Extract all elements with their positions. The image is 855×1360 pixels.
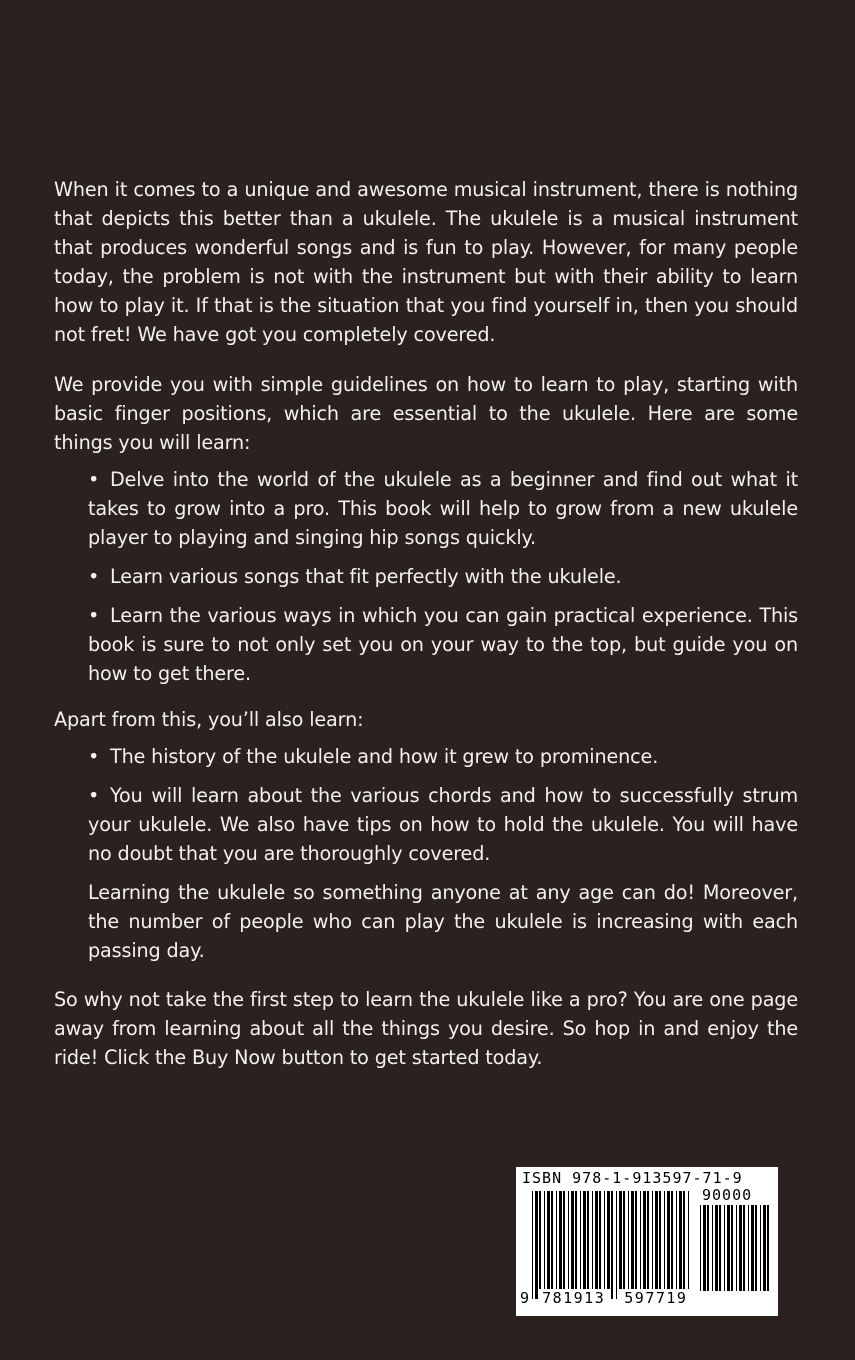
barcode-bar — [739, 1205, 742, 1291]
barcode-bar — [707, 1205, 709, 1291]
barcode-bar — [679, 1191, 682, 1289]
barcode-bar — [712, 1205, 713, 1291]
barcode-bar — [559, 1191, 562, 1289]
barcode-bar — [715, 1205, 718, 1291]
guidelines-paragraph: We provide you with simple guidelines on how to learn to play, starting with basic finger positions, which are essential to the ukulele. Here are some things you will learn: — [54, 373, 798, 454]
learn-list — [88, 465, 798, 688]
bullet-icon: • — [88, 565, 100, 588]
bullet-icon: • — [88, 745, 100, 768]
barcode-bar — [619, 1191, 622, 1289]
barcode-bar — [556, 1191, 557, 1289]
barcode-bar — [616, 1191, 617, 1299]
price-addon-code: 90000 — [702, 1186, 753, 1204]
barcode-bar — [700, 1205, 701, 1291]
list-item: • You will learn about the various chords and how to successfully strum your ukulele. We also have tips on how to hold the ukulele. You will have no doubt that you are thoroughly covered. — [88, 781, 798, 868]
barcode-bar — [688, 1191, 689, 1289]
barcode-bar — [647, 1191, 649, 1289]
barcode-bar — [664, 1191, 665, 1289]
barcode-bar — [635, 1191, 637, 1289]
list-item: • Learn various songs that fit perfectly with the ukulele. — [88, 562, 798, 591]
barcode-bar — [547, 1191, 550, 1289]
addon-barcode-bars — [700, 1205, 772, 1301]
barcode-bar — [611, 1191, 613, 1299]
barcode-bar — [580, 1191, 581, 1289]
barcode-bar — [683, 1191, 685, 1289]
barcode-bar — [563, 1191, 565, 1289]
isbn-barcode — [516, 1167, 778, 1316]
ean-right-group: 597719 — [624, 1289, 688, 1307]
ean-barcode-bars — [532, 1191, 692, 1299]
barcode-bar — [544, 1191, 545, 1289]
barcode-bar — [568, 1191, 569, 1289]
barcode-bar — [763, 1205, 766, 1291]
barcode-bar — [755, 1205, 757, 1291]
barcode-bar — [760, 1205, 761, 1291]
barcode-bar — [748, 1205, 749, 1291]
barcode-bar — [751, 1205, 754, 1291]
barcode-bar — [676, 1191, 677, 1289]
barcode-bar — [587, 1191, 589, 1289]
barcode-bar — [599, 1191, 601, 1289]
barcode-bar — [607, 1191, 610, 1289]
list-item: • Learn the various ways in which you can gain practical experience. This book is sure to not only set you on your way to the top, but guide you on how to get there. — [88, 601, 798, 688]
ean-first-digit: 9 — [520, 1289, 530, 1307]
barcode-bar — [727, 1205, 730, 1291]
barcode-bar — [743, 1205, 745, 1291]
ean-left-group: 781913 — [542, 1289, 606, 1307]
barcode-bar — [640, 1191, 641, 1289]
list-item: • Delve into the world of the ukulele as a beginner and find out what it takes to grow into a pro. This book will help to grow from a new ukulele player to playing and singing hip songs quickly. — [88, 465, 798, 552]
barcode-bar — [671, 1191, 673, 1289]
list-item: • The history of the ukulele and how it grew to prominence. — [88, 742, 798, 771]
barcode-bar — [539, 1191, 541, 1289]
barcode-bar — [643, 1191, 646, 1289]
barcode-bar — [631, 1191, 634, 1289]
barcode-bar — [719, 1205, 721, 1291]
barcode-bar — [571, 1191, 574, 1289]
barcode-bar — [604, 1191, 605, 1289]
anyone-can-learn-paragraph: Learning the ukulele so something anyone at any age can do! Moreover, the number of people who can play the ukulele is increasing with each passing day. — [88, 881, 798, 962]
barcode-bar — [655, 1191, 658, 1289]
barcode-bar — [659, 1191, 661, 1289]
barcode-bar — [767, 1205, 769, 1291]
barcode-bar — [731, 1205, 733, 1291]
intro-paragraph: When it comes to a unique and awesome musical instrument, there is nothing that depicts this better than a ukulele. The ukulele is a musical instrument that produces wonderful songs and is fun to play. However, for many people today, the problem is not with the instrument but with their ability to learn how to play it. If that is the situation that you find yourself in, then you should not fret! We have got you completely covered. — [54, 178, 798, 346]
bullet-icon: • — [88, 468, 100, 491]
barcode-bar — [628, 1191, 629, 1289]
barcode-bar — [592, 1191, 593, 1289]
barcode-bar — [652, 1191, 653, 1289]
barcode-bar — [575, 1191, 577, 1289]
barcode-bar — [667, 1191, 670, 1289]
call-to-action-paragraph: So why not take the first step to learn the ukulele like a pro? You are one page away from learning about all the things you desire. So hop in and enjoy the ride! Click the Buy Now button to get started today. — [54, 988, 798, 1069]
barcode-bar — [535, 1191, 538, 1299]
barcode-bar — [551, 1191, 553, 1289]
isbn-label: ISBN 978-1-913597-71-9 — [522, 1169, 743, 1187]
also-learn-list — [88, 742, 798, 868]
barcode-bar — [736, 1205, 737, 1291]
barcode-bar — [623, 1191, 625, 1289]
barcode-bar — [595, 1191, 598, 1289]
barcode-bar — [703, 1205, 706, 1291]
bullet-icon: • — [88, 604, 100, 627]
bullet-icon: • — [88, 784, 100, 807]
ean-digits — [520, 1289, 687, 1307]
barcode-bar — [532, 1191, 533, 1299]
also-learn-paragraph: Apart from this, you’ll also learn: — [54, 708, 364, 731]
barcode-bar — [583, 1191, 586, 1289]
barcode-bar — [724, 1205, 725, 1291]
back-cover-description — [54, 175, 798, 1072]
